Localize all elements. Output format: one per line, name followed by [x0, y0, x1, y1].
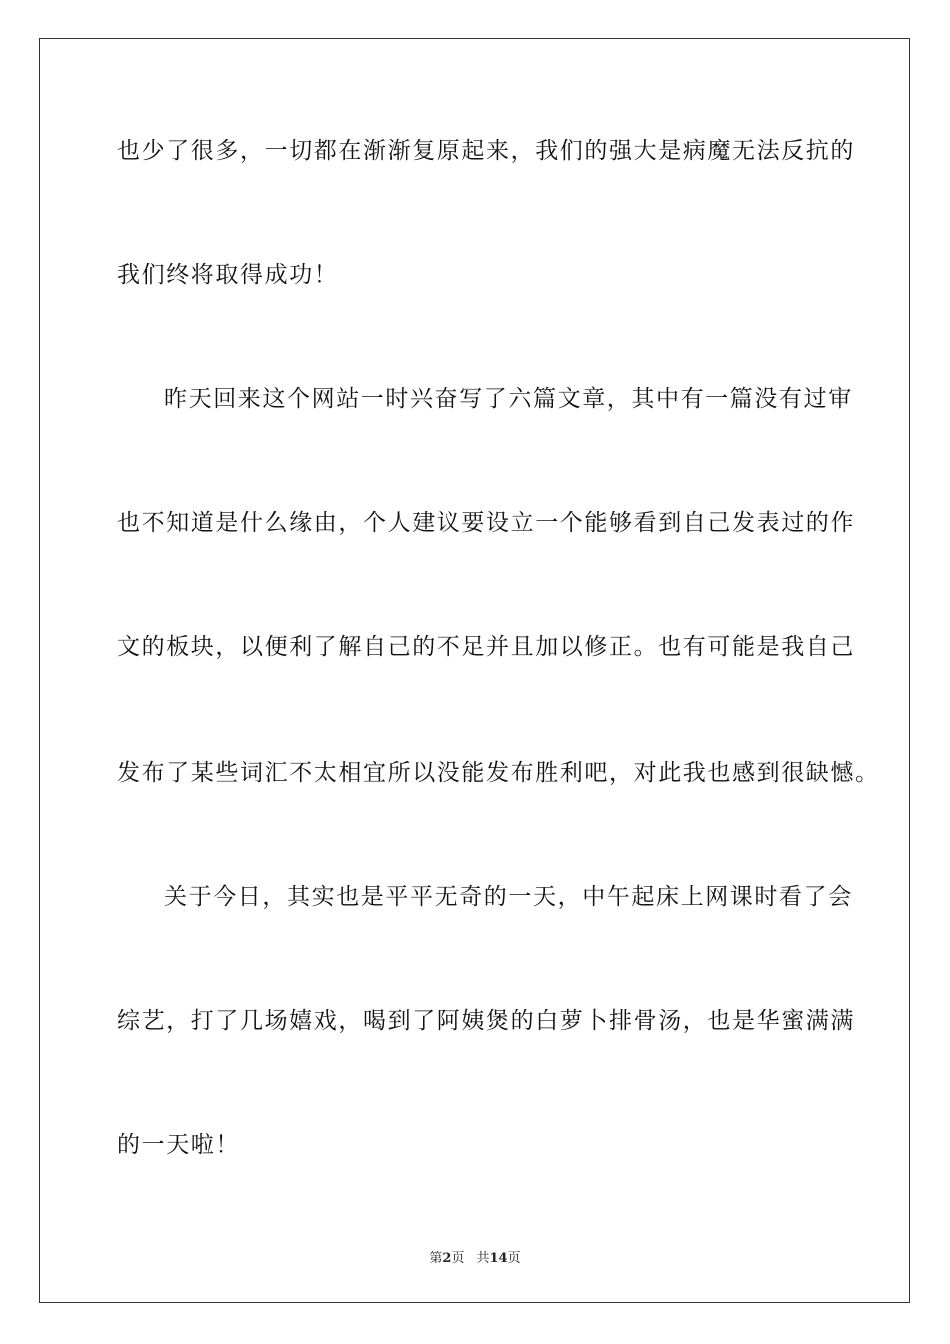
- body-text-line-6: 发布了某些词汇不太相宜所以没能发布胜利吧，对此我也感到很缺憾。: [117, 760, 880, 786]
- total-suffix: 页: [507, 1251, 521, 1266]
- total-pages: 14: [489, 1251, 508, 1266]
- page-border: [39, 38, 910, 1303]
- body-text-line-4: 也不知道是什么缘由，个人建议要设立一个能够看到自己发表过的作: [117, 510, 855, 536]
- body-text-line-8: 综艺，打了几场嬉戏，喝到了阿姨煲的白萝卜排骨汤，也是华蜜满满: [117, 1008, 855, 1034]
- page-prefix: 第: [429, 1251, 443, 1266]
- page-number: 2: [442, 1251, 452, 1266]
- body-text-line-2: 我们终将取得成功！: [117, 262, 339, 288]
- body-text-line-7: 关于今日，其实也是平平无奇的一天，中午起床上网课时看了会: [164, 884, 853, 910]
- page-suffix: 页: [451, 1251, 465, 1266]
- body-text-line-3: 昨天回来这个网站一时兴奋写了六篇文章，其中有一篇没有过审: [164, 386, 853, 412]
- total-prefix: 共: [476, 1251, 490, 1266]
- page-footer: [0, 1247, 950, 1266]
- body-text-line-5: 文的板块，以便利了解自己的不足并且加以修正。也有可能是我自己: [117, 634, 855, 660]
- body-text-line-1: 也少了很多，一切都在渐渐复原起来，我们的强大是病魔无法反抗的: [117, 138, 855, 164]
- body-text-line-9: 的一天啦！: [117, 1132, 240, 1158]
